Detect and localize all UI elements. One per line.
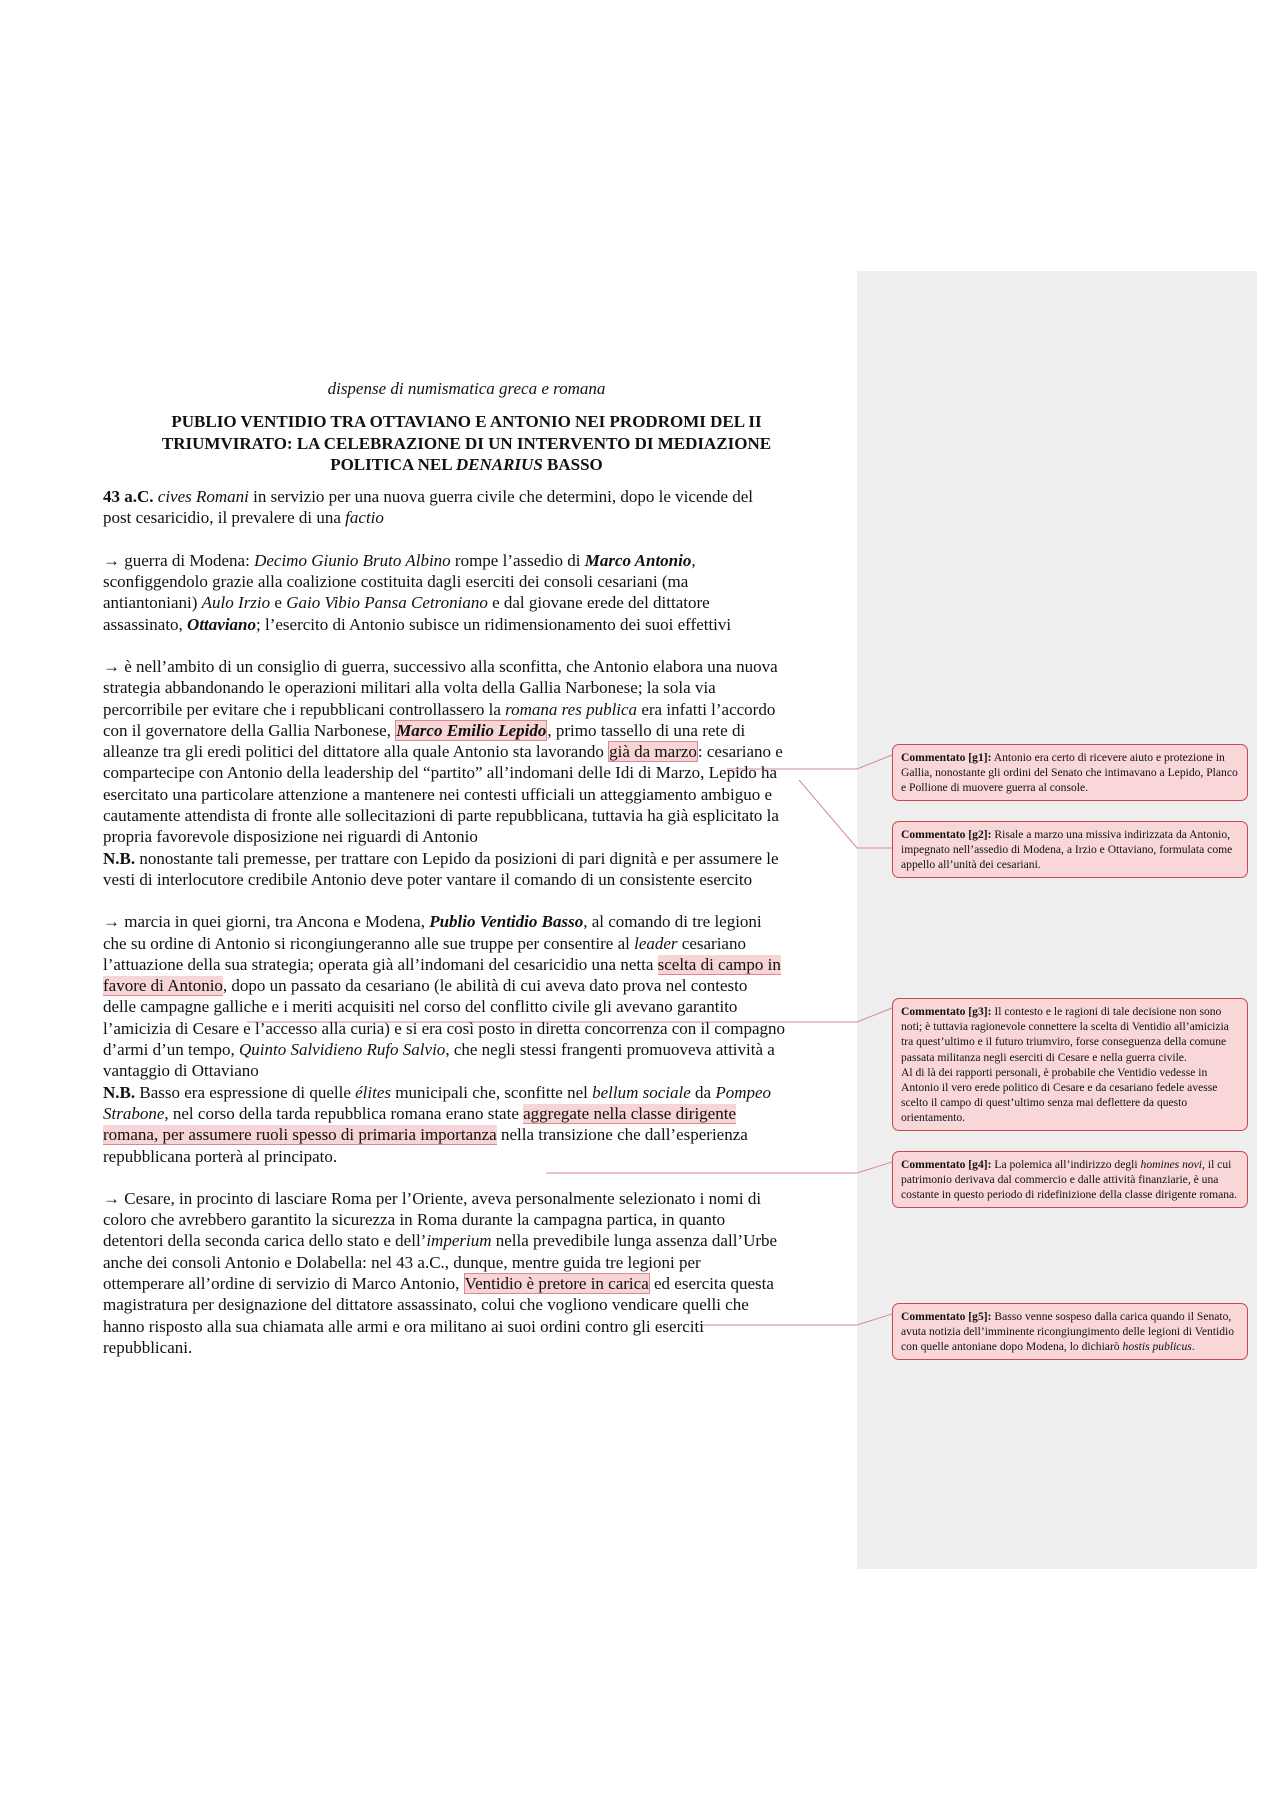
highlight-g1[interactable]: Marco Emilio Lepido	[396, 720, 547, 740]
highlight-g2[interactable]: già da marzo	[609, 742, 697, 762]
paragraph-43ac: 43 a.C. cives Romani in servizio per una nuova guerra civile che determini, dopo le vicende del post cesaricidio, il prevalere di una factio	[103, 487, 754, 528]
paragraph-consiglio: → è nell’ambito di un consiglio di guerra, successivo alla sconfitta, che Antonio elabora una nuova strategia abbandonando le operazioni militari alla volta della Gallia Narbonese; la sola via percorribile per evitare che i repubblicani controllassero la romana res publica era infatti l’accordo con il governatore della Gallia Narbonese, Marco Emilio Lepido, primo tassello di una rete di alleanze tra gli eredi politici del dittatore alla quale Antonio sta lavorando già da marzo: cesariano e compartecipe con Antonio della leadership del “partito” all’indomani delle Idi di Marzo, Lepido ha esercitato una particolare attenzione a mantenere nei contesti ufficiali un atteggiamento ambiguo e cautamente attendista di fronte alle sollecitazioni di parte repubblicana, tuttavia ha già esplicitato la propria favorevole disposizione nei riguardi di Antonio N.B. nonostante tali premesse, per trattare con Lepido da posizioni di pari dignità e per assumere le vesti di interlocutore credibile Antonio deve poter vantare il comando di un consistente esercito	[103, 656, 783, 889]
arrow-icon: →	[103, 550, 120, 570]
highlight-g5[interactable]: Ventidio è pretore in carica	[464, 1273, 649, 1293]
paragraph-cesare: → Cesare, in procinto di lasciare Roma per l’Oriente, aveva personalmente selezionato i nomi di coloro che avrebbero garantito la sicurezza in Roma durante la campagna partica, in quanto detentori della seconda carica dello stato e dell’imperium nella prevedibile lunga assenza dall’Urbe anche dei consoli Antonio e Dolabella: nel 43 a.C., dunque, mentre guida tre legioni per ottemperare all’ordine di servizio di Marco Antonio, Ventidio è pretore in carica ed esercita questa magistratura per designazione del dittatore assassinato, colui che vogliono vendicare quelli che hanno risposto alla sua chiamata alle armi e ora militano ai suoi ordini contro gli eserciti repubblicani.	[103, 1188, 778, 1357]
arrow-icon: →	[103, 912, 120, 932]
comment-g5[interactable]: Commentato [g5]: Basso venne sospeso dalla carica quando il Senato, avuta notizia dell’imminente ricongiungimento delle legioni di Ventidio con quelle antoniane dopo Modena, lo dichiarò hostis publicus.	[892, 1303, 1248, 1360]
comment-g4[interactable]: Commentato [g4]: La polemica all’indirizzo degli homines novi, il cui patrimonio derivava dal commercio e dalle attività finanziarie, è una costante in questo periodo di ridefinizione della classe dirigente romana.	[892, 1151, 1248, 1208]
comment-g3[interactable]: Commentato [g3]: Il contesto e le ragioni di tale decisione non sono noti; è tuttavia ragionevole connettere la scelta di Ventidio all’amicizia tra quest’ultimo e il futuro triumviro, forse conseguenza della comune passata militanza negli eserciti di Cesare e nella guerra civile. Al di là dei rapporti personali, è probabile che Ventidio vedesse in Antonio il vero erede politico di Cesare e da cesariano fedele avesse scelto il campo di quest’ultimo senza mai deflettere da questo orientamento.	[892, 998, 1248, 1131]
highlight-g4-part1[interactable]: aggregate nella classe dirigente	[523, 1103, 736, 1123]
comment-g1[interactable]: Commentato [g1]: Antonio era certo di ricevere aiuto e protezione in Gallia, nonostante gli ordini del Senato che intimavano a Lepido, Planco e Pollione di muovere guerra al console.	[892, 744, 1248, 801]
document-subtitle: dispense di numismatica greca e romana	[327, 379, 606, 398]
arrow-icon: →	[103, 1188, 120, 1208]
highlight-g3-part2[interactable]: favore di Antonio	[103, 976, 223, 996]
comment-g2[interactable]: Commentato [g2]: Risale a marzo una missiva indirizzata da Antonio, impegnato nell’assedio di Modena, a Irzio e Ottaviano, formulata come appello all’unità dei cesariani.	[892, 821, 1248, 878]
document-body	[103, 378, 830, 1379]
arrow-icon: →	[103, 656, 120, 676]
document-title: PUBLIO VENTIDIO TRA OTTAVIANO E ANTONIO NEI PRODROMI DEL II TRIUMVIRATO: LA CELEBRAZIONE DI UN INTERVENTO DI MEDIAZIONE POLITICA NEL DENARIUS BASSO	[161, 412, 772, 474]
highlight-g4-part2[interactable]: romana, per assumere ruoli spesso di primaria importanza	[103, 1125, 497, 1145]
paragraph-ventidio: → marcia in quei giorni, tra Ancona e Modena, Publio Ventidio Basso, al comando di tre legioni che su ordine di Antonio si ricongiungeranno alle sue truppe per consentire al leader cesariano l’attuazione della sua strategia; operata già all’indomani del cesaricidio una netta scelta di campo in favore di Antonio, dopo un passato da cesariano (le abilità di cui aveva dato prova nel contesto delle campagne galliche e i meriti acquisiti nel corso del conflitto civile gli avevano garantito l’amicizia di Cesare e l’accesso alla curia) e si era così posto in diretta concorrenza con il compagno d’armi d’un tempo, Quinto Salvidieno Rufo Salvio, che negli stessi frangenti promuoveva attività a vantaggio di Ottaviano N.B. Basso era espressione di quelle élites municipali che, sconfitte nel bellum sociale da Pompeo Strabone, nel corso della tarda repubblica romana erano state aggregate nella classe dirigente romana, per assumere ruoli spesso di primaria importanza nella transizione che dall’esperienza repubblicana porterà al principato.	[103, 912, 786, 1166]
highlight-g3-part1[interactable]: scelta di campo in	[657, 954, 781, 974]
paragraph-modena: → guerra di Modena: Decimo Giunio Bruto Albino rompe l’assedio di Marco Antonio, sconfiggendolo grazie alla coalizione costituita dagli eserciti dei consoli cesariani (ma antiantoniani) Aulo Irzio e Gaio Vibio Pansa Cetroniano e dal giovane erede del dittatore assassinato, Ottaviano; l’esercito di Antonio subisce un ridimensionamento dei suoi effettivi	[103, 550, 732, 634]
